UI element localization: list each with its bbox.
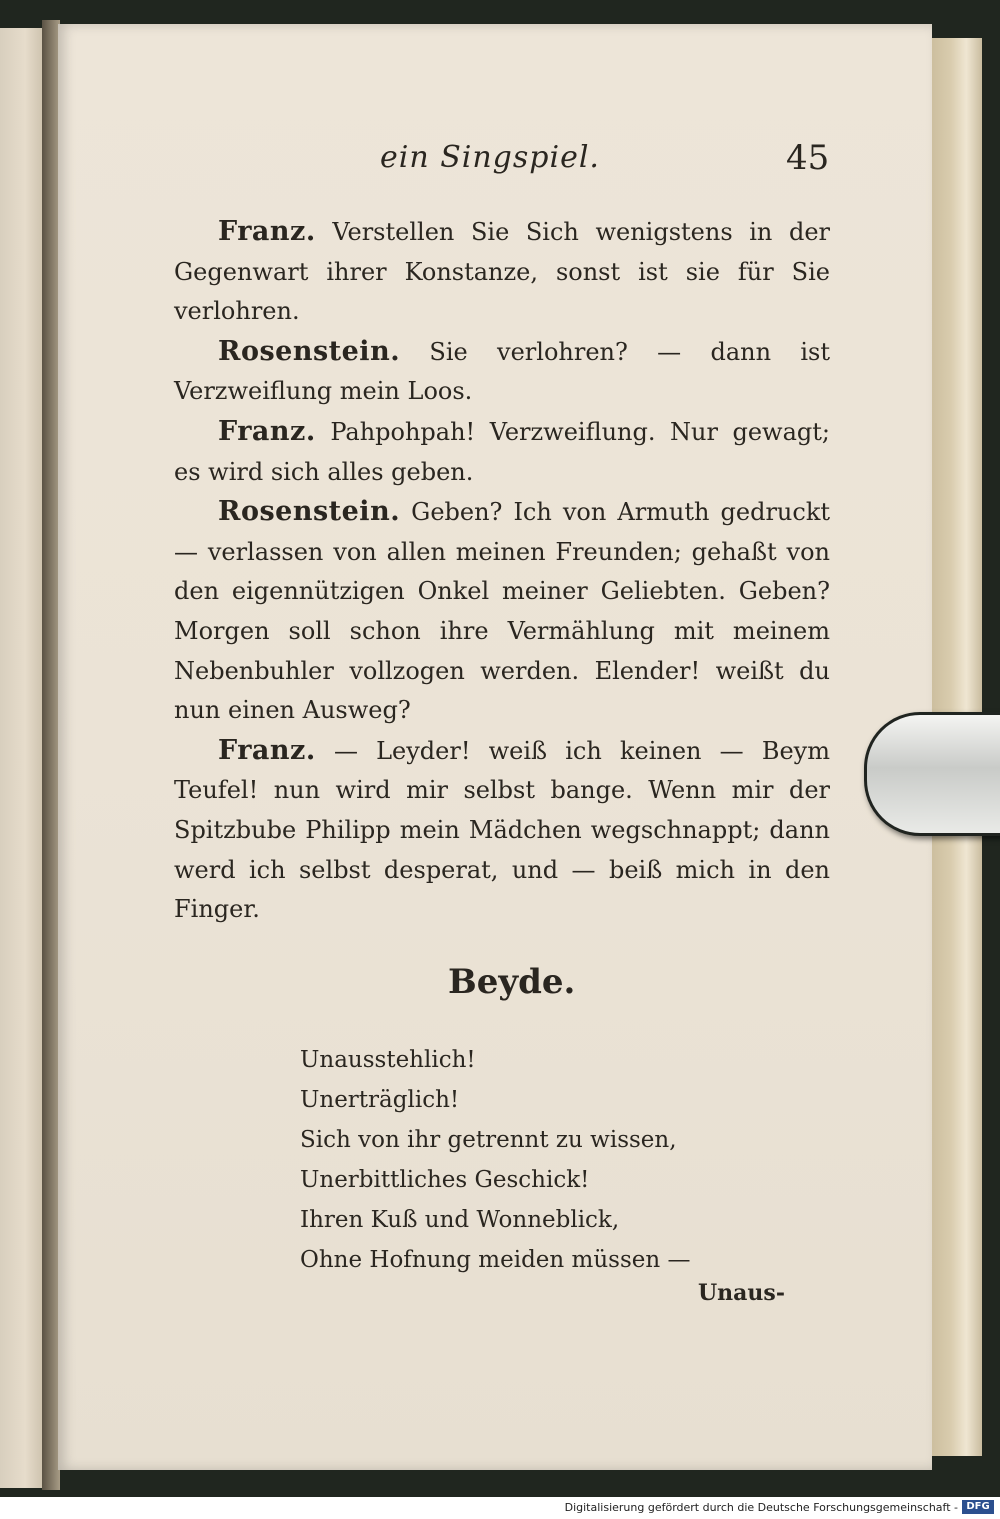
page-number: 45 [786,138,830,178]
speaker-name: Franz. [218,734,316,766]
verse-line: Ihren Kuß und Wonneblick, [300,1207,620,1233]
footer-bar [0,1497,1000,1519]
page-clip-tab [864,712,1000,836]
section-title: Beyde. [448,962,576,1002]
speaker-name: Franz. [218,216,316,247]
dialogue-paragraph [174,332,830,412]
verse-line: Sich von ihr getrennt zu wissen, [300,1127,677,1153]
footer-credit: Digitalisierung gefördert durch die Deutsche Forschungsgemeinschaft - [564,1501,958,1514]
verse-line: Ohne Hofnung meiden müssen — [300,1247,691,1273]
speech-text: Verstellen Sie Sich wenigstens in der Gegenwart ihrer Konstanze, sonst ist sie für Sie verlohren. [174,218,830,326]
speech-text: — Leyder! weiß ich keinen — Beym Teufel! nun wird mir selbst bange. Wenn mir der Spitzbube Philipp mein Mädchen wegschnappt; dann werd ich selbst desperat, und — beiß mich in den Finger. [174,736,830,924]
dialogue-paragraph [174,492,830,731]
left-page-edge [0,28,44,1488]
dialogue-paragraph [174,212,830,332]
dialogue-text [174,212,830,930]
verse-block [300,1040,691,1280]
catchword: Unaus- [698,1280,785,1306]
dfg-logo: DFG [962,1500,994,1514]
speaker-name: Franz. [218,415,316,447]
speaker-name: Rosenstein. [218,335,401,367]
dialogue-paragraph [174,412,830,492]
verse-line: Unausstehlich! [300,1047,476,1073]
speech-text: Pahpohpah! Verzweiflung. Nur gewagt; es wird sich alles geben. [174,417,830,486]
dialogue-paragraph [174,731,830,930]
speech-text: Geben? Ich von Armuth gedruckt — verlassen von allen meinen Freunden; gehaßt von den eigennützigen Onkel meiner Geliebten. Geben? Morgen soll schon ihre Vermählung mit meinem Nebenbuhler vollzogen werden. Elender! weißt du nun einen Ausweg? [174,498,831,725]
verse-line: Unerträglich! [300,1087,460,1113]
verse-line: Unerbittliches Geschick! [300,1167,590,1193]
speech-text: Sie verlohren? — dann ist Verzweiflung mein Loos. [174,337,830,406]
speaker-name: Rosenstein. [218,496,401,528]
running-head: ein Singspiel. [380,140,600,175]
